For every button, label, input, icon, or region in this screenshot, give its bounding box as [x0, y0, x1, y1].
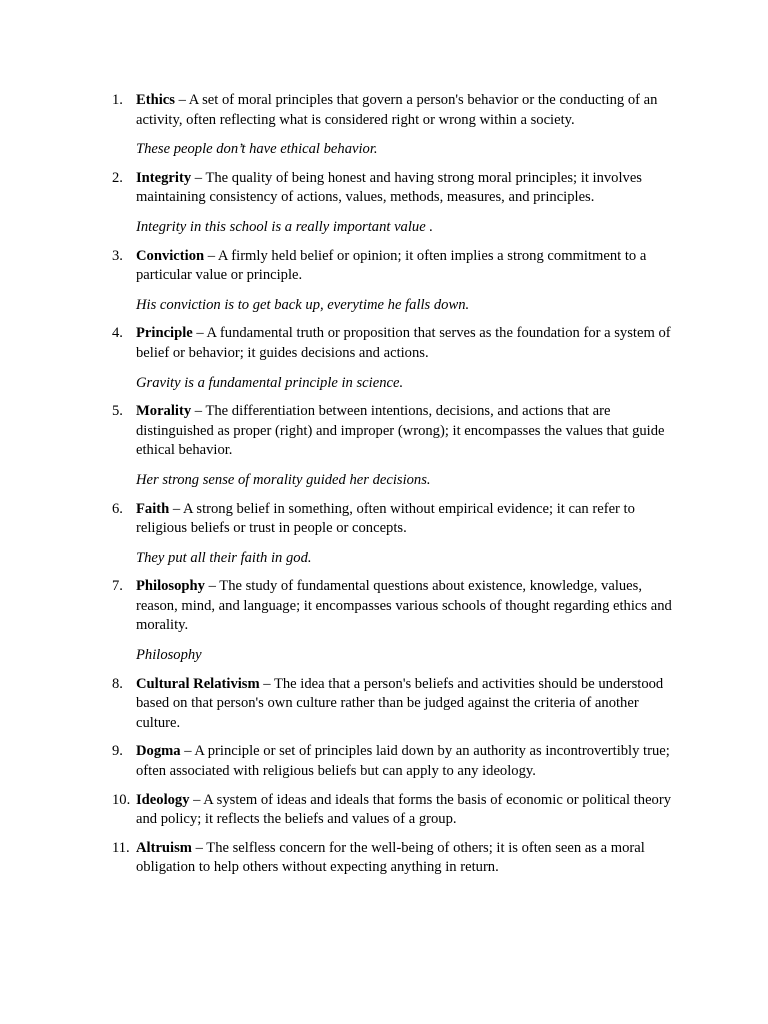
item-term: Ideology	[136, 791, 190, 808]
item-number: 2.	[112, 169, 123, 186]
list-item-ideology	[0, 791, 768, 830]
item-definition-text: – A set of moral principles that govern a person's behavior or the conducting of an activity, often reflecting what is considered right or wrong within a society.	[136, 92, 658, 128]
item-definition-text: – The idea that a person's beliefs and activities should be understood based on that person's own culture rather than be judged against the criteria of another culture.	[136, 675, 664, 731]
item-number: 11.	[112, 839, 130, 856]
item-term: Cultural Relativism	[136, 675, 260, 692]
item-number: 5.	[112, 403, 123, 420]
list-item-morality	[0, 402, 768, 490]
item-example: They put all their faith in god.	[136, 549, 312, 566]
item-definition	[136, 839, 678, 878]
item-definition-text: – The quality of being honest and having strong moral principles; it involves maintaining consistency of actions, values, methods, measures, and principles.	[136, 169, 642, 206]
item-term: Morality	[136, 403, 192, 420]
item-number: 9.	[112, 743, 123, 760]
item-definition-text: – The study of fundamental questions about existence, knowledge, values, reason, mind, and language; it encompasses various schools of thought regarding ethics and morality.	[136, 578, 672, 634]
list-item-faith	[0, 500, 768, 569]
item-term: Ethics	[136, 92, 175, 108]
item-number: 8.	[112, 675, 123, 692]
item-example: These people don’t have ethical behavior.	[136, 141, 378, 158]
list-item-altruism	[0, 839, 768, 878]
item-definition	[136, 742, 678, 781]
item-definition-text: – A principle or set of principles laid down by an authority as incontrovertibly true; often associated with religious beliefs but can apply to any ideology.	[136, 743, 670, 780]
list-item-integrity	[0, 169, 768, 238]
item-example: His conviction is to get back up, everytime he falls down.	[136, 296, 470, 313]
item-example: Integrity in this school is a really important value .	[136, 218, 433, 235]
item-number: 7.	[112, 578, 123, 595]
list-item-conviction	[0, 247, 768, 316]
item-term: Principle	[136, 325, 193, 342]
item-definition	[136, 247, 678, 286]
item-definition-text: – A firmly held belief or opinion; it often implies a strong commitment to a particular value or principle.	[136, 247, 647, 284]
item-definition-text: – A strong belief in something, often without empirical evidence; it can refer to religious beliefs or trust in people or concepts.	[136, 500, 635, 537]
item-number: 6.	[112, 500, 123, 517]
item-definition	[136, 91, 678, 130]
item-term: Integrity	[136, 169, 192, 186]
item-number: 3.	[112, 247, 123, 264]
item-number: 4.	[112, 325, 123, 342]
list-item-principle	[0, 324, 768, 393]
item-number: 1.	[112, 92, 123, 108]
item-number: 10.	[112, 791, 131, 808]
item-term: Conviction	[136, 247, 205, 264]
item-term: Faith	[136, 500, 170, 517]
item-definition-text: – A fundamental truth or proposition that serves as the foundation for a system of belief or behavior; it guides decisions and actions.	[136, 325, 671, 361]
list-item-philosophy	[0, 577, 768, 665]
item-definition	[136, 324, 678, 363]
item-definition	[136, 169, 678, 208]
item-definition	[136, 500, 678, 539]
item-definition	[136, 675, 678, 734]
item-definition-text: – A system of ideas and ideals that forms the basis of economic or political theory and policy; it reflects the beliefs and values of a group.	[136, 791, 672, 828]
item-example: Philosophy	[136, 647, 202, 664]
item-term: Altruism	[136, 839, 192, 856]
item-definition	[136, 577, 678, 636]
item-definition	[136, 791, 678, 830]
item-definition	[136, 402, 678, 461]
list-item-cultural-relativism	[0, 675, 768, 734]
item-definition-text: – The selfless concern for the well-being of others; it is often seen as a moral obligation to help others without expecting anything in return.	[136, 839, 645, 876]
list-item-ethics	[0, 91, 768, 160]
document-page	[0, 91, 768, 878]
item-term: Philosophy	[136, 578, 205, 595]
item-example: Gravity is a fundamental principle in science.	[136, 374, 404, 391]
item-term: Dogma	[136, 743, 181, 760]
list-item-dogma	[0, 742, 768, 781]
item-example: Her strong sense of morality guided her decisions.	[136, 471, 431, 488]
item-definition-text: – The differentiation between intentions, decisions, and actions that are distinguished as proper (right) and improper (wrong); it encompasses the values that guide ethical behavior.	[136, 403, 665, 459]
